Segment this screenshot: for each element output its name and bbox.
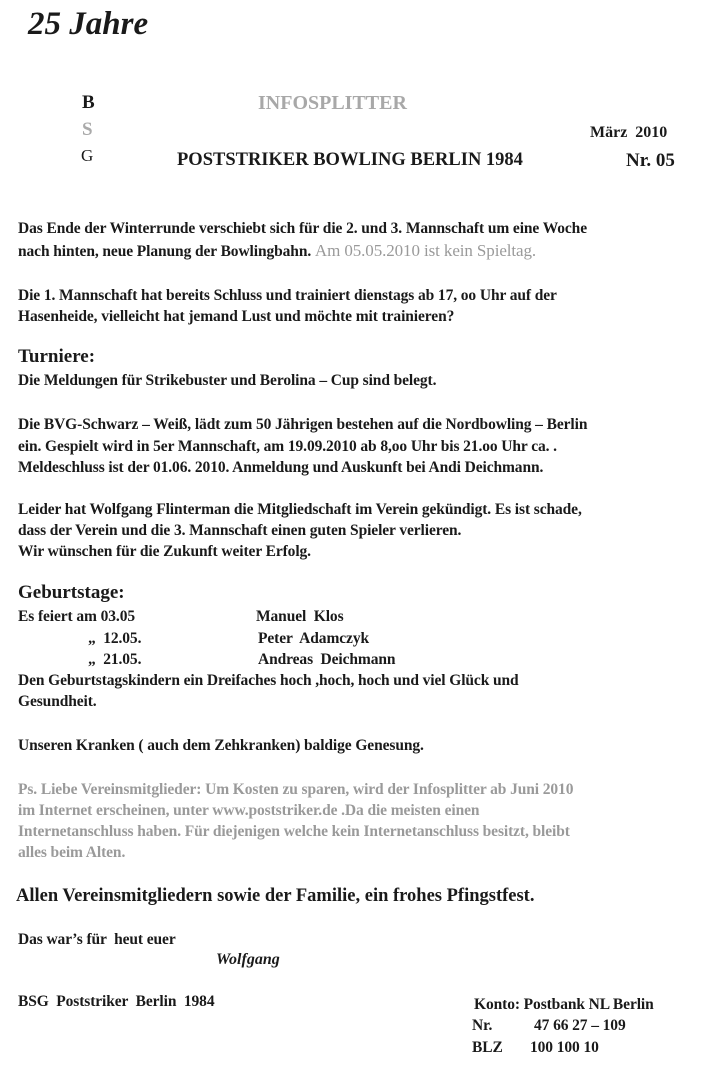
issue-number: Nr. 05 [626, 150, 675, 171]
footer-club: BSG Poststriker Berlin 1984 [18, 993, 215, 1010]
issue-date: März 2010 [590, 124, 668, 141]
birthday-date-3: „ 21.05. [88, 651, 142, 668]
turniere-line-1: Die Meldungen für Strikebuster und Berolina – Cup sind belegt. [18, 372, 437, 389]
logo-letter-s: S [82, 119, 93, 140]
turniere-heading: Turniere: [18, 346, 96, 367]
logo-letter-b: B [82, 92, 95, 113]
birthday-name-2: Peter Adamczyk [258, 630, 369, 647]
intro-line-2-text: nach hinten, neue Planung der Bowlingbahn. [18, 243, 312, 260]
farewell-line: Das war’s für heut euer [18, 931, 176, 948]
intro-line-2 [18, 240, 536, 262]
club-name: POSTSTRIKER BOWLING BERLIN 1984 [177, 150, 523, 170]
intro-line-1: Das Ende der Winterrunde verschiebt sich für die 2. und 3. Mannschaft um eine Woche [18, 220, 587, 237]
pentecost-greeting: Allen Vereinsmitgliedern sowie der Familie, ein frohes Pfingstfest. [16, 886, 535, 906]
blz-value: 100 100 10 [530, 1039, 599, 1056]
birthday-date-2: „ 12.05. [88, 630, 142, 647]
newsletter-name: INFOSPLITTER [258, 92, 407, 114]
team1-line-1: Die 1. Mannschaft hat bereits Schluss und trainiert dienstags ab 17, oo Uhr auf der [18, 287, 557, 304]
account-nr-value: 47 66 27 – 109 [534, 1017, 626, 1034]
birthday-name-3: Andreas Deichmann [258, 651, 396, 668]
leaving-line-2: dass der Verein und die 3. Mannschaft einen guten Spieler verlieren. [18, 522, 462, 539]
team1-line-2: Hasenheide, vielleicht hat jemand Lust und möchte mit trainieren? [18, 308, 455, 325]
geburtstage-heading: Geburtstage: [18, 582, 125, 603]
signature: Wolfgang [216, 951, 280, 968]
logo-letter-g: G [81, 146, 94, 165]
birthday-wish-line-1: Den Geburtstagskindern ein Dreifaches hoch ,hoch, hoch und viel Glück und [18, 672, 519, 689]
bvg-line-2: ein. Gespielt wird in 5er Mannschaft, am 19.09.2010 ab 8,oo Uhr bis 21.oo Uhr ca. . [18, 438, 557, 455]
leaving-line-3: Wir wünschen für die Zukunft weiter Erfolg. [18, 543, 311, 560]
birthday-name-1: Manuel Klos [256, 608, 344, 625]
leaving-line-1: Leider hat Wolfgang Flinterman die Mitgliedschaft im Verein gekündigt. Es ist schade, [18, 501, 582, 518]
ps-line-2: im Internet erscheinen, unter www.poststriker.de .Da die meisten einen [18, 802, 480, 819]
birthday-wish-line-2: Gesundheit. [18, 693, 97, 710]
account-nr-label: Nr. [472, 1017, 493, 1034]
ps-line-1: Ps. Liebe Vereinsmitglieder: Um Kosten zu sparen, wird der Infosplitter ab Juni 2010 [18, 781, 574, 798]
get-well-wish: Unseren Kranken ( auch dem Zehkranken) baldige Genesung. [18, 737, 424, 754]
blz-label: BLZ [472, 1039, 503, 1056]
birthday-date-1: Es feiert am 03.05 [18, 608, 136, 625]
ps-line-3: Internetanschluss haben. Für diejenigen welche kein Internetanschluss besitzt, bleibt [18, 823, 570, 840]
bank-label: Konto: Postbank NL Berlin [474, 996, 654, 1013]
bvg-line-1: Die BVG-Schwarz – Weiß, lädt zum 50 Jährigen bestehen auf die Nordbowling – Berlin [18, 416, 588, 433]
no-match-day-notice: Am 05.05.2010 ist kein Spieltag. [314, 241, 537, 260]
anniversary-title: 25 Jahre [28, 6, 149, 42]
bvg-line-3: Meldeschluss ist der 01.06. 2010. Anmeldung und Auskunft bei Andi Deichmann. [18, 459, 544, 476]
ps-line-4: alles beim Alten. [18, 844, 126, 861]
